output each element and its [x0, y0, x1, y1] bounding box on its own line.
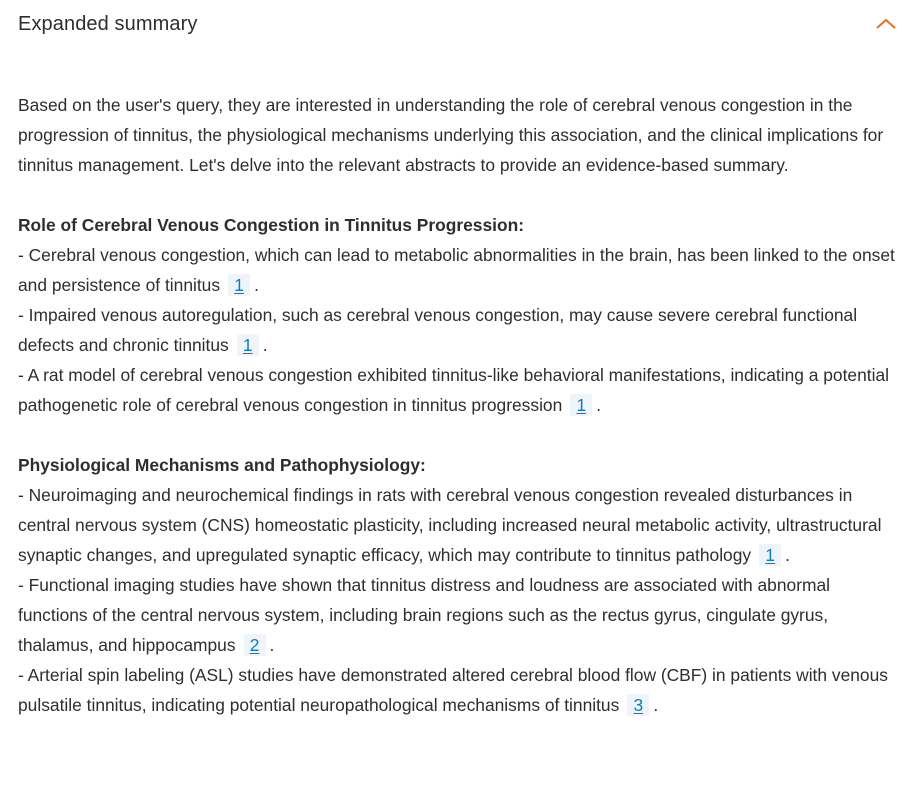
summary-content	[18, 90, 897, 720]
bullet-end: .	[254, 275, 259, 295]
citation-link[interactable]: 2	[244, 634, 266, 656]
list-item	[18, 570, 897, 660]
bullet-text: - Impaired venous autoregulation, such as cerebral venous congestion, may cause severe cerebral functional defects and chronic tinnitus	[18, 305, 858, 355]
intro-paragraph: Based on the user's query, they are interested in understanding the role of cerebral venous congestion in the progression of tinnitus, the physiological mechanisms underlying this association, and the clinical implications for tinnitus management. Let's delve into the relevant abstracts to provide an evidence-based summary.	[18, 95, 884, 175]
bullet-end: .	[653, 695, 659, 715]
list-item	[18, 480, 897, 570]
section-title: Role of Cerebral Venous Congestion in Tinnitus Progression:	[18, 215, 525, 235]
bullet-end: .	[785, 545, 790, 565]
list-item	[18, 360, 897, 420]
bullet-text: - Arterial spin labeling (ASL) studies have demonstrated altered cerebral blood flow (CBF) in patients with venous pulsatile tinnitus, indicating potential neuropathological mechanisms of tinnitus	[18, 665, 888, 715]
bullet-end: .	[262, 335, 268, 355]
list-item	[18, 240, 897, 300]
citation-link[interactable]: 3	[627, 694, 649, 716]
section-title: Physiological Mechanisms and Pathophysiology:	[18, 455, 426, 475]
bullet-end: .	[596, 395, 602, 415]
list-item	[18, 300, 897, 360]
citation-link[interactable]: 1	[759, 544, 781, 566]
chevron-up-icon[interactable]	[873, 11, 899, 37]
summary-title: Expanded summary	[18, 12, 198, 35]
citation-link[interactable]: 1	[237, 334, 259, 356]
citation-link[interactable]: 1	[570, 394, 592, 416]
bullet-text: - Neuroimaging and neurochemical findings in rats with cerebral venous congestion revealed disturbances in central nervous system (CNS) homeostatic plasticity, including increased neural metabolic activity, ultrastructural synaptic changes, and upregulated synaptic efficacy, which may contribute to tinnitus pathology	[18, 485, 882, 565]
citation-link[interactable]: 1	[228, 274, 250, 296]
summary-header[interactable]	[18, 0, 897, 48]
bullet-text: - A rat model of cerebral venous congestion exhibited tinnitus-like behavioral manifestations, indicating a potential pathogenetic role of cerebral venous congestion in tinnitus progression	[18, 365, 890, 415]
bullet-text: - Functional imaging studies have shown that tinnitus distress and loudness are associated with abnormal functions of the central nervous system, including brain regions such as the rectus gyrus, cingulate gyrus, thalamus, and hippocampus	[18, 575, 831, 655]
bullet-text: - Cerebral venous congestion, which can lead to metabolic abnormalities in the brain, has been linked to the onset and persistence of tinnitus	[18, 245, 895, 295]
bullet-end: .	[269, 635, 275, 655]
list-item	[18, 660, 897, 720]
